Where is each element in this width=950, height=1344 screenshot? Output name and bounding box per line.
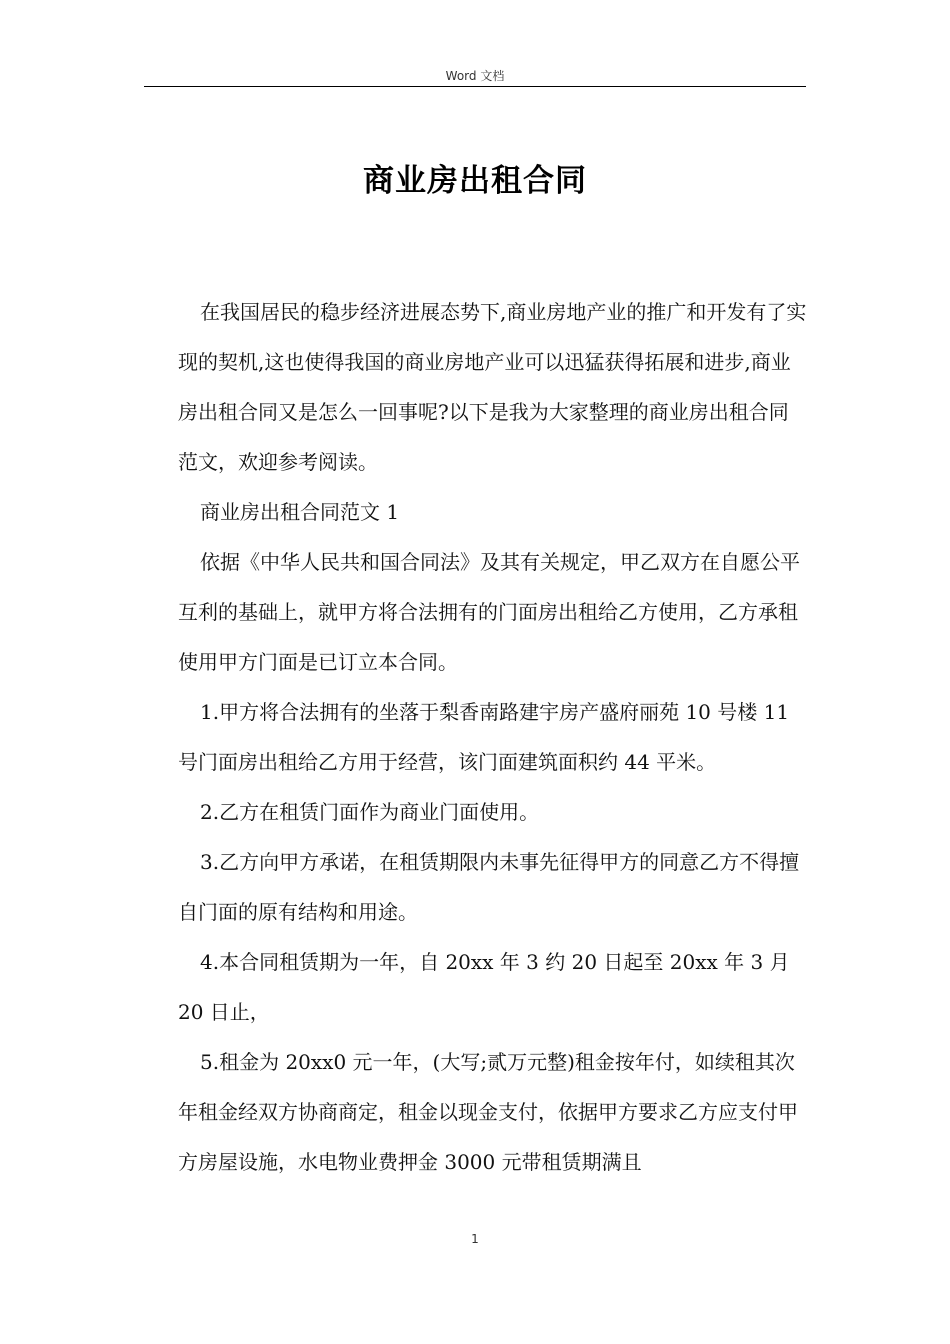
page-header-label: Word 文档 [445, 69, 505, 83]
page-number: 1 [471, 1232, 479, 1246]
document-title: 商业房出租合同 [363, 163, 587, 199]
clause-5: 5.租金为 20xx0 元一年，(大写;贰万元整)租金按年付，如续租其次年租金经双方协商商定，租金以现金支付，依据甲方要求乙方应支付甲方房屋设施，水电物业费押金 3000 元带租赁期满且 [178, 1050, 798, 1174]
contract-preamble: 依据《中华人民共和国合同法》及其有关规定，甲乙双方在自愿公平互利的基础上，就甲方将合法拥有的门面房出租给乙方使用，乙方承租使用甲方门面是已订立本合同。 [178, 550, 800, 674]
intro-paragraph: 在我国居民的稳步经济进展态势下,商业房地产业的推广和开发有了实现的契机,这也使得我国的商业房地产业可以迅猛获得拓展和进步,商业房出租合同又是怎么一回事呢?以下是我为大家整理的商业房出租合同范文，欢迎参考阅读。 [178, 300, 807, 474]
clause-2: 2.乙方在租赁门面作为商业门面使用。 [200, 800, 540, 824]
clause-4: 4.本合同租赁期为一年，自 20xx 年 3 约 20 日起至 20xx 年 3 月 20 日止， [178, 950, 790, 1024]
clause-3: 3.乙方向甲方承诺，在租赁期限内未事先征得甲方的同意乙方不得擅自门面的原有结构和用途。 [178, 850, 800, 924]
clause-1: 1.甲方将合法拥有的坐落于梨香南路建宇房产盛府丽苑 10 号楼 11 号门面房出租给乙方用于经营，该门面建筑面积约 44 平米。 [178, 700, 790, 774]
header-divider [144, 86, 806, 87]
section-heading: 商业房出租合同范文 1 [200, 500, 400, 524]
document-body [178, 287, 808, 1187]
